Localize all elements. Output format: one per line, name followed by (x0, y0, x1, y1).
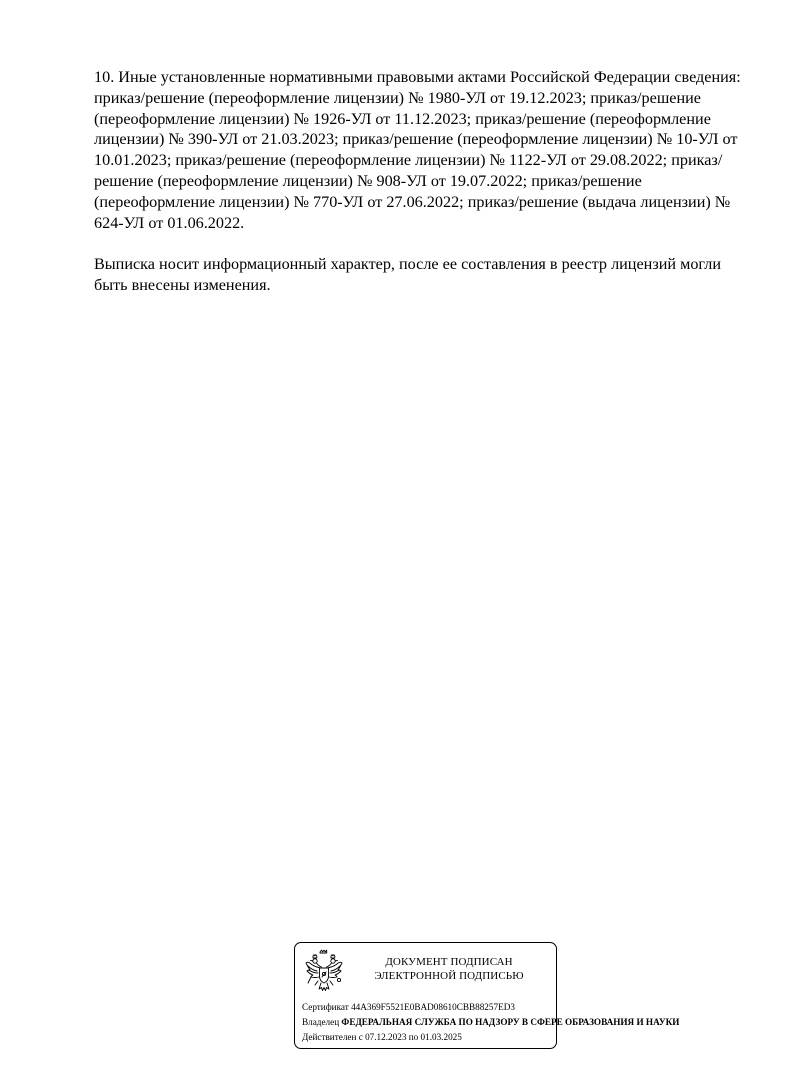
disclaimer-paragraph: Выписка носит информационный характер, после ее составления в реестр лицензий могли быть внесены изменения. (94, 255, 721, 295)
certificate-line (302, 1000, 602, 1015)
document-body (94, 67, 758, 296)
stamp-details (302, 1000, 680, 1046)
owner-line (302, 1015, 680, 1030)
stamp-title-line-1: ДОКУМЕНТ ПОДПИСАН (385, 956, 513, 968)
certificate-value: 44A369F5521E0BAD08610CBB88257ED3 (351, 1002, 515, 1012)
certificate-label: Сертификат (302, 1002, 349, 1012)
russian-coat-of-arms-icon (303, 949, 345, 995)
stamp-title-line-2: ЭЛЕКТРОННОЙ ПОДПИСЬЮ (374, 970, 524, 982)
stamp-title (349, 955, 549, 983)
electronic-signature-stamp (294, 942, 680, 1049)
owner-label: Владелец (302, 1017, 340, 1028)
validity-line: Действителен с 07.12.2023 по 01.03.2025 (302, 1032, 462, 1043)
owner-value: ФЕДЕРАЛЬНАЯ СЛУЖБА ПО НАДЗОРУ В СФЕРЕ ОБРАЗОВАНИЯ И НАУКИ (341, 1017, 680, 1028)
other-information-paragraph: 10. Иные установленные нормативными правовыми актами Российской Федерации сведения: приказ/решение (переоформление лицензии) № 1980-УЛ от 19.12.2023; приказ/решение (переоформление лицензии) № 1926-УЛ от 11.12.2023; приказ/решение (переоформление лицензии) № 390-УЛ от 21.03.2023; приказ/решение (переоформление лицензии) № 10-УЛ от 10.01.2023; приказ/решение (переоформление лицензии) № 1122-УЛ от 29.08.2022; приказ/решение (переоформление лицензии) № 908-УЛ от 19.07.2022; приказ/решение (переоформление лицензии) № 770-УЛ от 27.06.2022; приказ/решение (выдача лицензии) № 624-УЛ от 01.06.2022. (94, 68, 741, 232)
